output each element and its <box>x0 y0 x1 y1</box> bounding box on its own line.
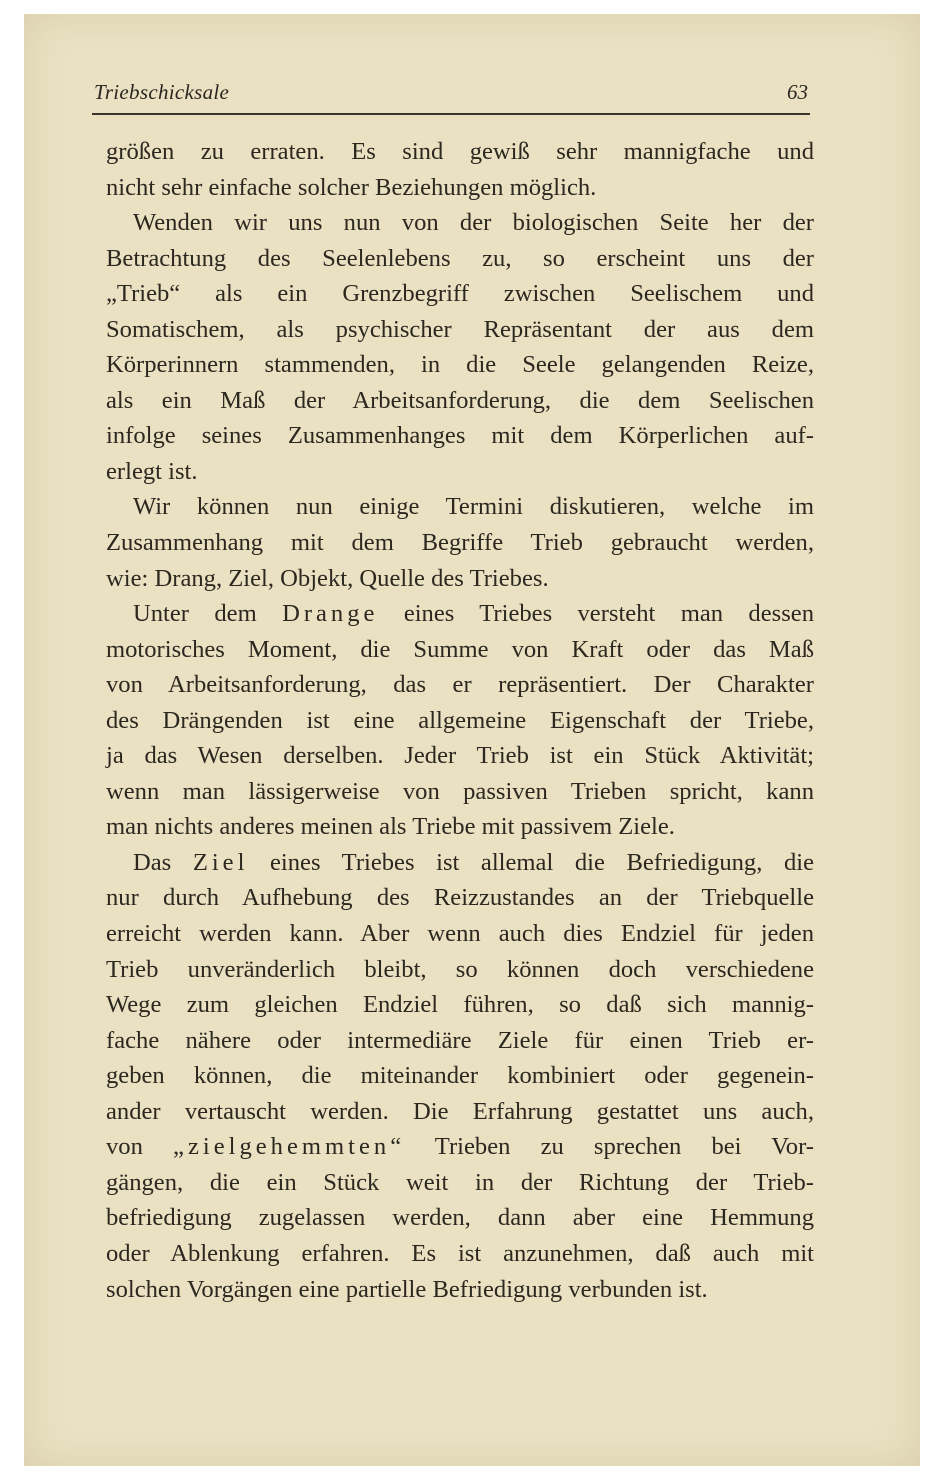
page-number: 63 <box>787 80 808 104</box>
text-line: Somatischem, als psychischer Repräsentant der aus dem <box>106 315 814 343</box>
paragraph-start-line: Wenden wir uns nun von der biologischen Seite her der <box>133 209 814 237</box>
text-line: Trieb unveränderlich bleibt, so können doch verschiedene <box>106 955 814 983</box>
text-line: Zusammenhang mit dem Begriffe Trieb gebraucht werden, <box>106 529 814 557</box>
spaced-term-ziel: Ziel <box>192 848 249 876</box>
text-line: oder Ablenkung erfahren. Es ist anzunehmen, daß auch mit <box>106 1239 814 1267</box>
text-line: Betrachtung des Seelenlebens zu, so erscheint uns der <box>106 244 814 272</box>
text-line: von Arbeitsanforderung, das er repräsentiert. Der Charakter <box>106 671 814 699</box>
text-line: nicht sehr einfache solcher Beziehungen möglich. <box>106 173 597 201</box>
text-line: ja das Wesen derselben. Jeder Trieb ist ein Stück Aktivität; <box>106 742 814 770</box>
text-line: nur durch Aufhebung des Reizzustandes an der Triebquelle <box>106 884 814 912</box>
body-text <box>106 134 814 1307</box>
text-line: wie: Drang, Ziel, Objekt, Quelle des Triebes. <box>106 564 549 592</box>
text-line: „Trieb“ als ein Grenzbegriff zwischen Seelischem und <box>106 280 814 308</box>
text-line: erreicht werden kann. Aber wenn auch dies Endziel für jeden <box>106 920 814 948</box>
text-line: motorisches Moment, die Summe von Kraft oder das Maß <box>106 635 814 663</box>
text-line: man nichts anderes meinen als Triebe mit passivem Ziele. <box>106 813 675 841</box>
header-rule <box>92 113 810 115</box>
paragraph-start-line: Wir können nun einige Termini diskutieren, welche im <box>133 493 814 521</box>
text-line: infolge seines Zusammenhanges mit dem Körperlichen auf- <box>106 422 814 450</box>
text-line: gängen, die ein Stück weit in der Richtung der Trieb- <box>106 1168 814 1196</box>
text-line: fache nähere oder intermediäre Ziele für einen Trieb er- <box>106 1026 814 1054</box>
text-line: des Drängenden ist eine allgemeine Eigenschaft der Triebe, <box>106 706 814 734</box>
page-header <box>94 80 808 110</box>
text-line: von „zielgehemmten“ Trieben zu sprechen bei Vor- <box>106 1133 814 1161</box>
paragraph-start-line: Unter dem Drange eines Triebes versteht man dessen <box>133 600 814 628</box>
text-line: ander vertauscht werden. Die Erfahrung gestattet uns auch, <box>106 1097 814 1125</box>
text-line: Wege zum gleichen Endziel führen, so daß sich mannig- <box>106 991 814 1019</box>
text-line: geben können, die miteinander kombiniert oder gegenein- <box>106 1062 814 1090</box>
text-line: größen zu erraten. Es sind gewiß sehr mannigfache und <box>106 138 814 165</box>
text-line: als ein Maß der Arbeitsanforderung, die dem Seelischen <box>106 386 814 414</box>
text-line: solchen Vorgängen eine partielle Befriedigung verbunden ist. <box>106 1275 708 1303</box>
paragraph-start-line: Das Ziel eines Triebes ist allemal die Befriedigung, die <box>133 848 814 876</box>
text-line: erlegt ist. <box>106 457 198 485</box>
spaced-term-zielgehemmten: „zielgehemmten“ <box>173 1133 406 1161</box>
text-line: wenn man lässigerweise von passiven Trieben spricht, kann <box>106 777 814 805</box>
spaced-term-drange: Drange <box>282 600 379 628</box>
text-line: befriedigung zugelassen werden, dann aber eine Hemmung <box>106 1204 814 1232</box>
running-title: Triebschicksale <box>94 80 230 104</box>
text-line: Körperinnern stammenden, in die Seele gelangenden Reize, <box>106 351 814 379</box>
